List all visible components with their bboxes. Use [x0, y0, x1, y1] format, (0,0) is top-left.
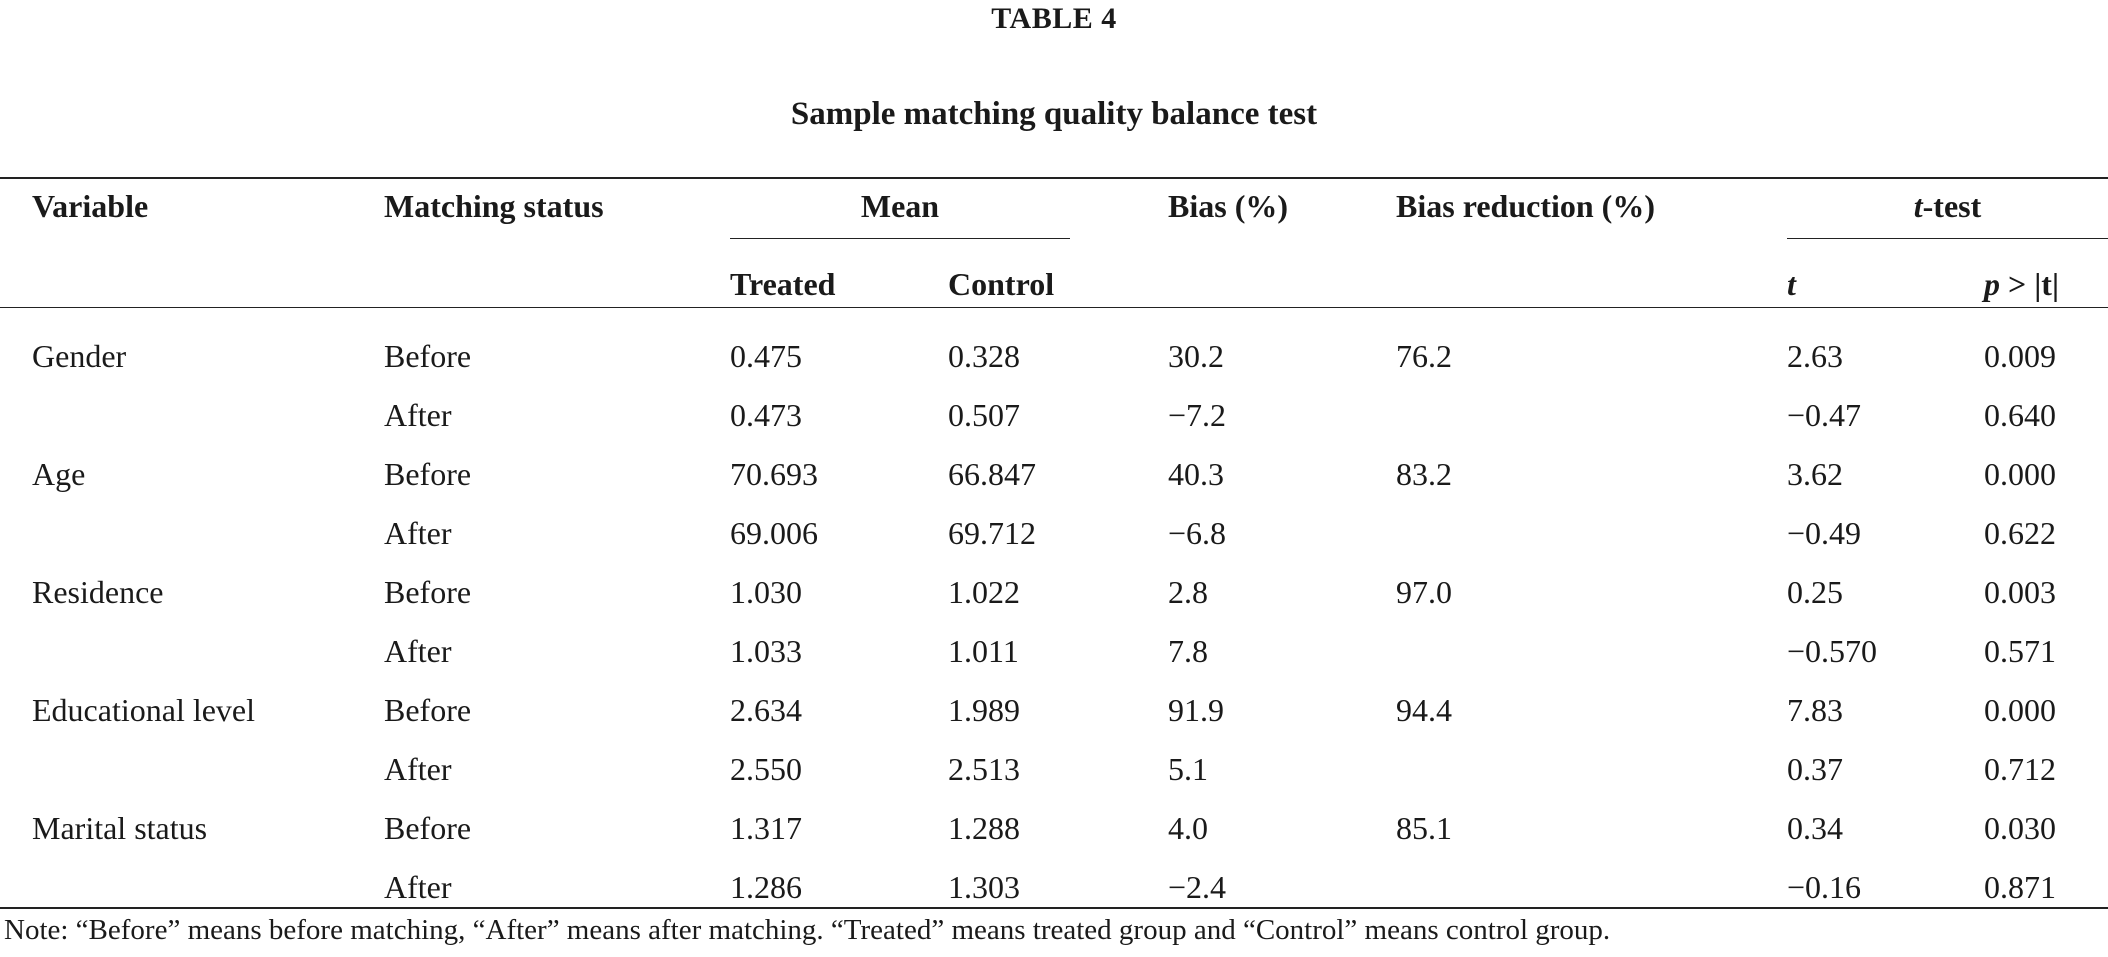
header-treated: Treated: [730, 266, 836, 302]
cell-matching-status: After: [384, 633, 452, 669]
table-caption: Sample matching quality balance test: [790, 96, 1318, 132]
cell-t: 7.83: [1787, 692, 1843, 728]
cell-t: 0.37: [1787, 751, 1843, 787]
cell-bias: 91.9: [1168, 692, 1224, 728]
header-bottom-rule: [0, 307, 2108, 308]
header-bias: Bias (%): [1168, 188, 1288, 224]
cell-control: 1.989: [948, 692, 1020, 728]
header-t-test-rest: -test: [1922, 188, 1982, 224]
header-variable: Variable: [32, 188, 149, 224]
header-t-test-italic: t: [1913, 188, 1923, 224]
cell-treated: 0.473: [730, 397, 802, 433]
cell-matching-status: After: [384, 869, 452, 905]
header-t-test: [1787, 186, 2108, 226]
cell-bias-reduction: 83.2: [1396, 456, 1452, 492]
cell-bias-reduction: 97.0: [1396, 574, 1452, 610]
cell-matching-status: After: [384, 397, 452, 433]
table-note: Note: “Before” means before matching, “After” means after matching. “Treated” means treated group and “Control” means control group.: [4, 914, 1611, 946]
table-bottom-rule: [0, 907, 2108, 909]
cell-control: 1.288: [948, 810, 1020, 846]
header-p-rest: > |t|: [2000, 266, 2059, 302]
cell-t: −0.16: [1787, 869, 1862, 905]
mean-spanner-rule: [730, 238, 1070, 239]
cell-matching-status: Before: [384, 456, 472, 492]
cell-control: 2.513: [948, 751, 1020, 787]
cell-bias: 2.8: [1168, 574, 1208, 610]
cell-bias-reduction: 76.2: [1396, 338, 1452, 374]
cell-p: 0.622: [1984, 515, 2056, 551]
cell-p: 0.009: [1984, 338, 2056, 374]
cell-p: 0.000: [1984, 456, 2056, 492]
cell-treated: 0.475: [730, 338, 802, 374]
cell-bias: −2.4: [1168, 869, 1227, 905]
table-top-rule: [0, 177, 2108, 179]
cell-treated: 70.693: [730, 456, 818, 492]
cell-variable: Residence: [32, 574, 164, 610]
header-matching-status: Matching status: [384, 188, 604, 224]
cell-matching-status: Before: [384, 574, 472, 610]
cell-treated: 1.033: [730, 633, 802, 669]
cell-bias: −6.8: [1168, 515, 1227, 551]
cell-treated: 1.317: [730, 810, 802, 846]
cell-control: 69.712: [948, 515, 1036, 551]
cell-variable: Marital status: [32, 810, 208, 846]
cell-bias: −7.2: [1168, 397, 1227, 433]
cell-control: 1.011: [948, 633, 1019, 669]
cell-t: −0.49: [1787, 515, 1862, 551]
cell-bias: 7.8: [1168, 633, 1208, 669]
cell-bias: 4.0: [1168, 810, 1208, 846]
cell-treated: 1.286: [730, 869, 802, 905]
cell-control: 0.507: [948, 397, 1020, 433]
cell-treated: 1.030: [730, 574, 802, 610]
cell-p: 0.003: [1984, 574, 2056, 610]
cell-t: 3.62: [1787, 456, 1843, 492]
cell-control: 0.328: [948, 338, 1020, 374]
cell-p: 0.571: [1984, 633, 2056, 669]
cell-treated: 69.006: [730, 515, 818, 551]
header-p-italic: p: [1984, 266, 2000, 302]
cell-p: 0.030: [1984, 810, 2056, 846]
cell-treated: 2.634: [730, 692, 802, 728]
cell-matching-status: After: [384, 515, 452, 551]
header-p: [1984, 264, 2059, 304]
header-control: Control: [948, 266, 1055, 302]
header-mean: Mean: [860, 188, 940, 224]
cell-p: 0.640: [1984, 397, 2056, 433]
cell-t: −0.47: [1787, 397, 1862, 433]
header-t: t: [1787, 266, 1796, 302]
cell-matching-status: Before: [384, 810, 472, 846]
cell-p: 0.712: [1984, 751, 2056, 787]
cell-bias-reduction: 94.4: [1396, 692, 1452, 728]
cell-variable: Gender: [32, 338, 127, 374]
cell-bias: 30.2: [1168, 338, 1224, 374]
cell-variable: Age: [32, 456, 86, 492]
cell-control: 66.847: [948, 456, 1036, 492]
table-label: TABLE 4: [991, 2, 1117, 35]
cell-p: 0.871: [1984, 869, 2056, 905]
cell-matching-status: After: [384, 751, 452, 787]
header-bias-reduction: Bias reduction (%): [1396, 188, 1655, 224]
cell-t: −0.570: [1787, 633, 1878, 669]
cell-matching-status: Before: [384, 692, 472, 728]
ttest-spanner-rule: [1787, 238, 2108, 239]
cell-t: 2.63: [1787, 338, 1843, 374]
cell-control: 1.303: [948, 869, 1020, 905]
cell-bias: 5.1: [1168, 751, 1208, 787]
cell-matching-status: Before: [384, 338, 472, 374]
cell-p: 0.000: [1984, 692, 2056, 728]
cell-variable: Educational level: [32, 692, 256, 728]
cell-bias: 40.3: [1168, 456, 1224, 492]
cell-treated: 2.550: [730, 751, 802, 787]
cell-t: 0.25: [1787, 574, 1843, 610]
cell-control: 1.022: [948, 574, 1020, 610]
cell-bias-reduction: 85.1: [1396, 810, 1452, 846]
cell-t: 0.34: [1787, 810, 1843, 846]
